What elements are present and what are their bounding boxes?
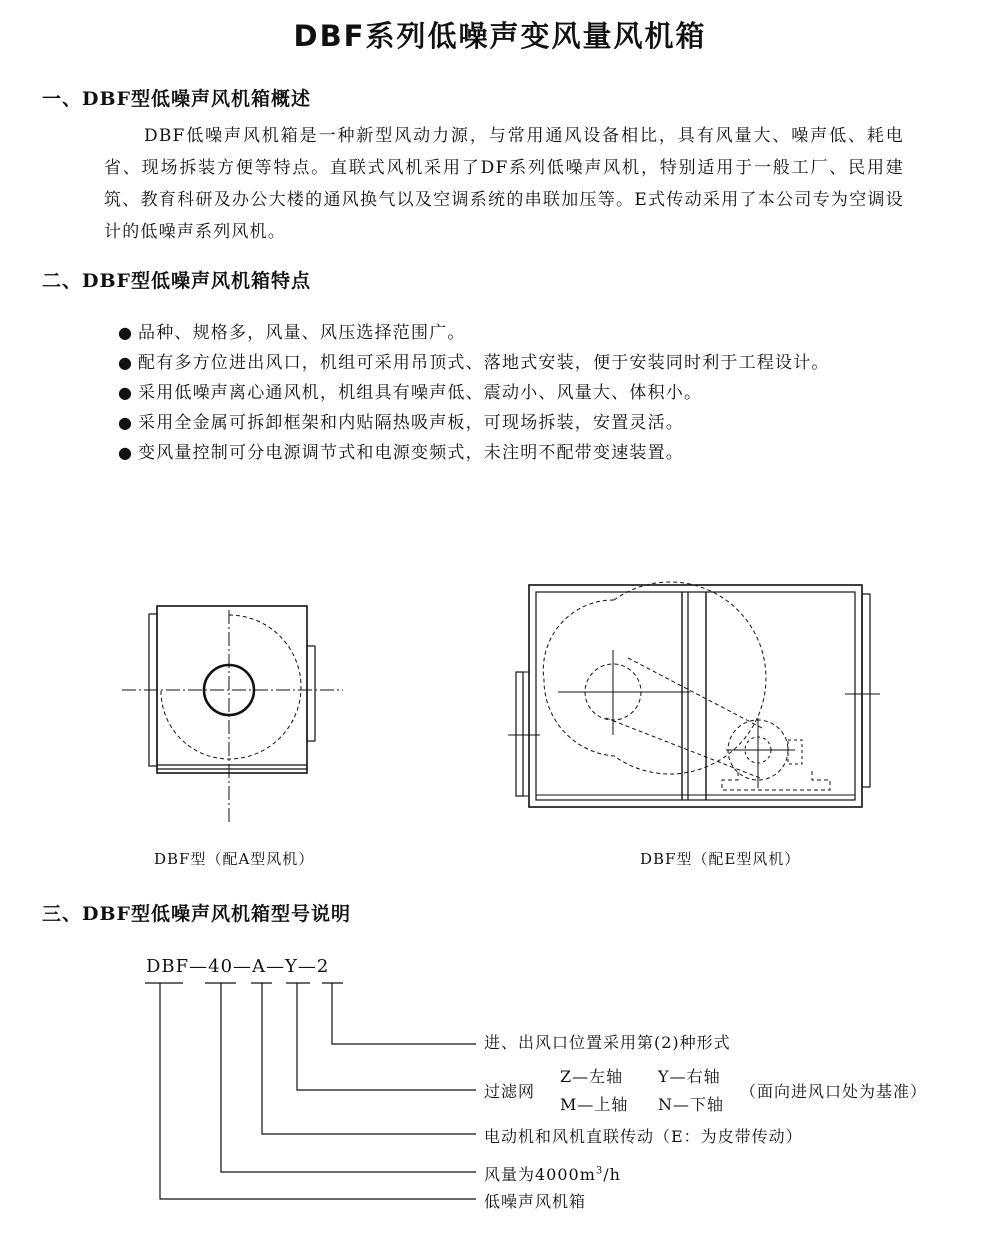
desc-filter: 过滤网 (484, 1082, 536, 1101)
model-code-diagram (145, 983, 476, 1199)
model-code: DBF—40—A—Y—2 (146, 956, 330, 977)
page-title: DBF系列低噪声变风量风机箱 (293, 19, 707, 53)
a-type-fan-drawing (122, 606, 343, 822)
bullet-icon: ● (118, 413, 134, 432)
e-type-fan-drawing (508, 582, 880, 807)
bullet-icon: ● (118, 353, 134, 372)
desc-top-axis: M—上轴 (560, 1095, 629, 1114)
feature-item: ● 品种、规格多，风量、风压选择范围广。 (118, 318, 918, 348)
desc-airflow: 风量为$4000m^3/h$ (484, 1165, 621, 1184)
overview-text: DBF低噪声风机箱是一种新型风动力源，与常用通风设备相比，具有风量大、噪声低、耗电省、现场拆装方便等特点。直联式风机采用了DF系列低噪声风机，特别适用于一般工厂、民用建筑、教育科研及办公大楼的通风换气以及空调系统的串联加压等。E式传动采用了本公司专为空调设计的低噪声系列风机。 (104, 126, 904, 242)
desc-right-axis: Y—右轴 (658, 1067, 721, 1086)
desc-bottom-axis: N—下轴 (658, 1095, 725, 1114)
feature-item: ● 变风量控制可分电源调节式和电源变频式，未注明不配带变速装置。 (118, 438, 918, 468)
section3-heading: 三、DBF型低噪声风机箱型号说明 (42, 903, 352, 925)
a-type-caption: DBF型（配A型风机） (154, 850, 315, 868)
feature-item: ● 采用低噪声离心通风机，机组具有噪声低、震动小、风量大、体积小。 (118, 378, 918, 408)
section1-heading: 一、DBF型低噪声风机箱概述 (42, 88, 312, 110)
desc-left-axis: Z—左轴 (560, 1067, 624, 1086)
desc-position: 进、出风口位置采用第(2)种形式 (484, 1033, 731, 1052)
desc-drive: 电动机和风机直联传动（E：为皮带传动） (484, 1127, 803, 1146)
feature-item: ● 配有多方位进出风口，机组可采用吊顶式、落地式安装，便于安装同时利于工程设计。 (118, 348, 918, 378)
bullet-icon: ● (118, 383, 134, 402)
feature-item: ● 采用全金属可拆卸框架和内贴隔热吸声板，可现场拆装，安置灵活。 (118, 408, 918, 438)
desc-box: 低噪声风机箱 (484, 1192, 587, 1211)
desc-reference: （面向进风口处为基准） (740, 1082, 928, 1101)
bullet-icon: ● (118, 323, 134, 342)
bullet-icon: ● (118, 443, 134, 462)
section2-heading: 二、DBF型低噪声风机箱特点 (42, 270, 312, 292)
e-type-caption: DBF型（配E型风机） (640, 850, 801, 868)
